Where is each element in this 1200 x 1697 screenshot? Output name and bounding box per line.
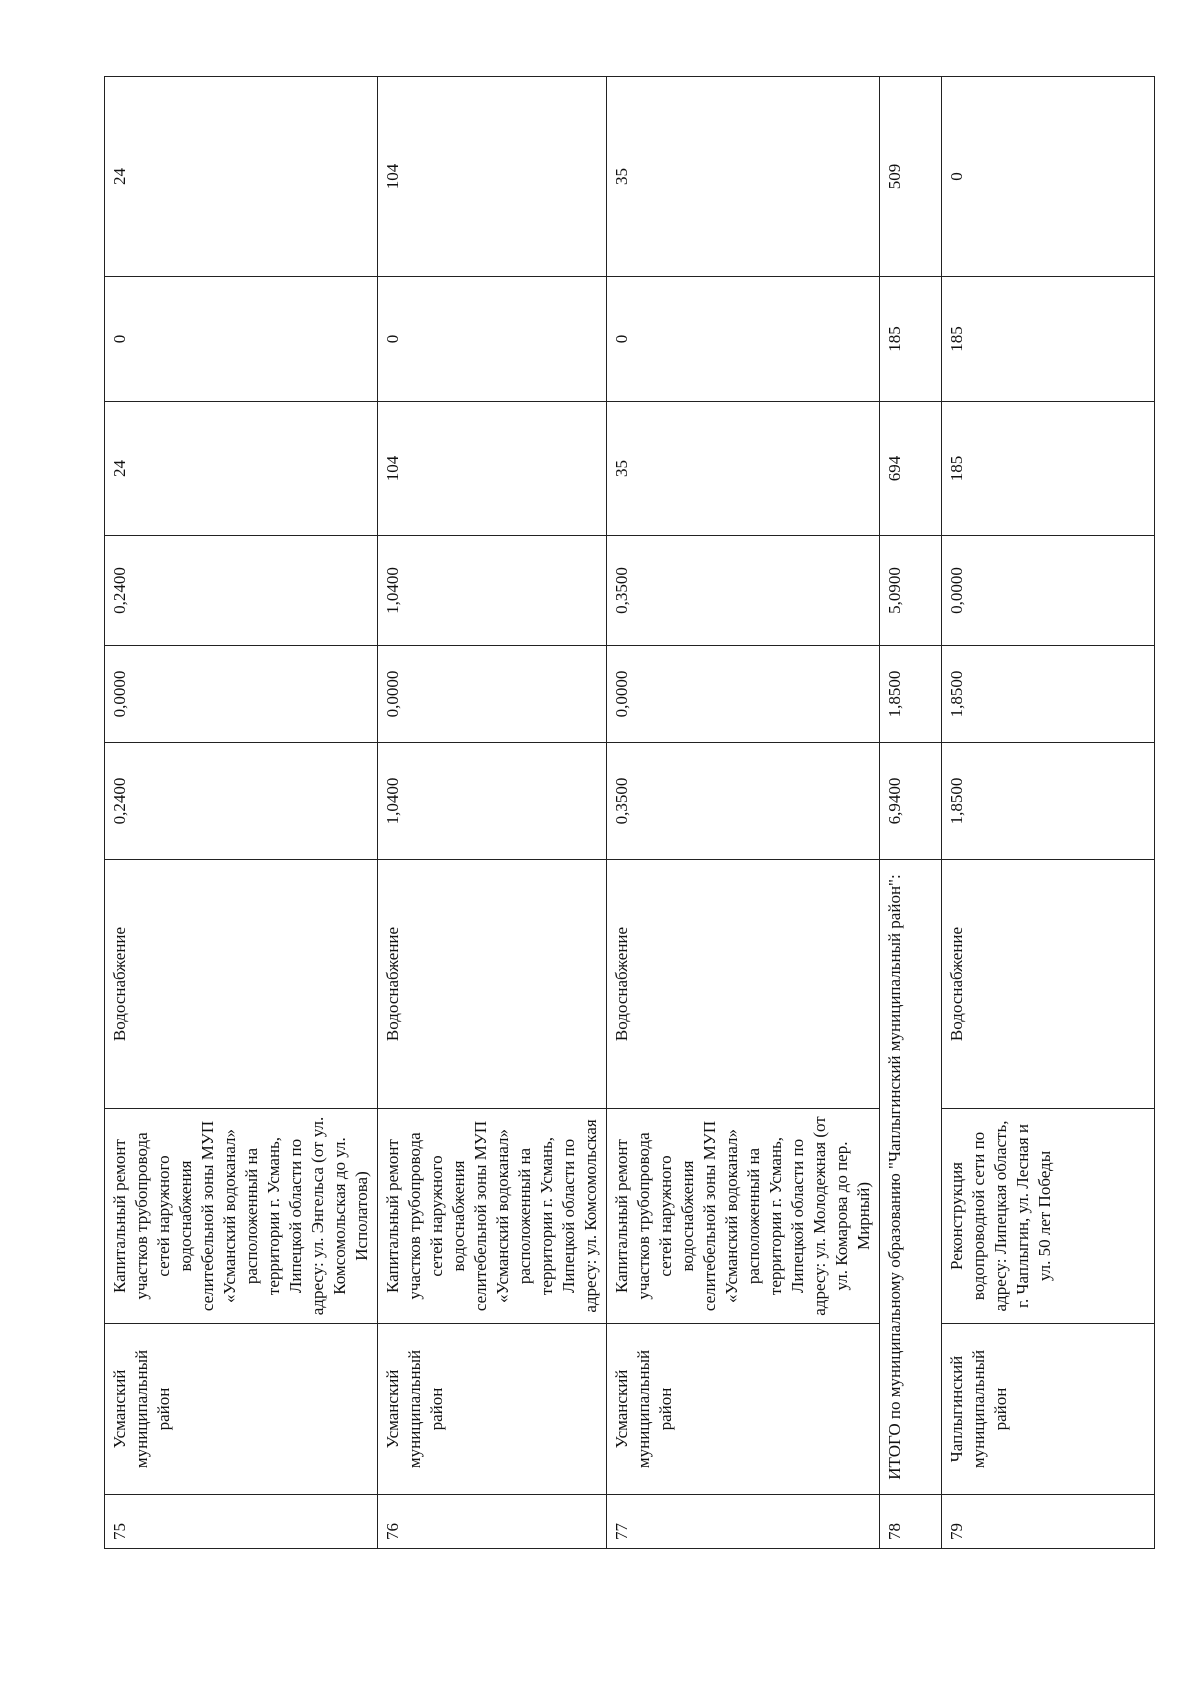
value-cell: 0,2400	[105, 743, 378, 860]
value-cell: 185	[880, 277, 942, 402]
value-cell: 35	[607, 402, 880, 536]
value-cell: 0,0000	[105, 646, 378, 743]
value-cell: 0	[378, 277, 607, 402]
value-cell: 0,0000	[378, 646, 607, 743]
table-row	[105, 77, 378, 1549]
investment-table	[104, 76, 1155, 1549]
district-cell: Усманский муниципальный район	[105, 1324, 378, 1495]
row-number: 78	[880, 1495, 942, 1549]
type-cell: Водоснабжение	[607, 860, 880, 1109]
value-cell: 1,8500	[880, 646, 942, 743]
value-cell: 0,3500	[607, 743, 880, 860]
object-cell: Капитальный ремонт участков трубопровода сетей наружного водоснабжения селитебельной зоны МУП «Усманский водоканал» расположенный на территории г. Усмань, Липецкой области по адресу: ул. Комсомольская	[378, 1109, 607, 1324]
value-cell: 35	[607, 77, 880, 277]
district-cell: Чаплыгинский муниципальный район	[942, 1324, 1155, 1495]
row-number: 79	[942, 1495, 1155, 1549]
object-cell: Капитальный ремонт участков трубопровода сетей наружного водоснабжения селитебельной зоны МУП «Усманский водоканал» расположенный на территории г. Усмань, Липецкой области по адресу: ул. Молодежная (от ул. Комарова до пер. Мирный)	[607, 1109, 880, 1324]
row-number: 76	[378, 1495, 607, 1549]
value-cell: 0	[607, 277, 880, 402]
value-cell: 6,9400	[880, 743, 942, 860]
type-cell: Водоснабжение	[942, 860, 1155, 1109]
total-label: ИТОГО по муниципальному образованию "Чаплыгинский муниципальный район":	[880, 860, 942, 1495]
district-cell: Усманский муниципальный район	[378, 1324, 607, 1495]
value-cell: 509	[880, 77, 942, 277]
row-number: 75	[105, 1495, 378, 1549]
value-cell: 0,0000	[942, 536, 1155, 646]
total-row	[880, 77, 942, 1549]
value-cell: 24	[105, 77, 378, 277]
object-cell: Капитальный ремонт участков трубопровода сетей наружного водоснабжения селитебельной зоны МУП «Усманский водоканал» расположенный на территории г. Усмань, Липецкой области по адресу: ул. Энгельса (от ул. Комсомольская до ул. Исполатова)	[105, 1109, 378, 1324]
object-cell: Реконструкция водопроводной сети по адресу: Липецкая область, г. Чаплыгин, ул. Лесная и ул. 50 лет Победы	[942, 1109, 1155, 1324]
value-cell: 694	[880, 402, 942, 536]
value-cell: 1,8500	[942, 646, 1155, 743]
value-cell: 185	[942, 402, 1155, 536]
district-cell: Усманский муниципальный район	[607, 1324, 880, 1495]
value-cell: 1,0400	[378, 743, 607, 860]
type-cell: Водоснабжение	[378, 860, 607, 1109]
table-row	[942, 77, 1155, 1549]
value-cell: 185	[942, 277, 1155, 402]
value-cell: 1,0400	[378, 536, 607, 646]
value-cell: 5,0900	[880, 536, 942, 646]
table-row	[378, 77, 607, 1549]
value-cell: 104	[378, 77, 607, 277]
value-cell: 0,2400	[105, 536, 378, 646]
value-cell: 0,0000	[607, 646, 880, 743]
rotated-page	[104, 77, 1109, 1549]
value-cell: 0,3500	[607, 536, 880, 646]
type-cell: Водоснабжение	[105, 860, 378, 1109]
table-row	[607, 77, 880, 1549]
value-cell: 0	[942, 77, 1155, 277]
value-cell: 0	[105, 277, 378, 402]
value-cell: 104	[378, 402, 607, 536]
row-number: 77	[607, 1495, 880, 1549]
value-cell: 24	[105, 402, 378, 536]
value-cell: 1,8500	[942, 743, 1155, 860]
